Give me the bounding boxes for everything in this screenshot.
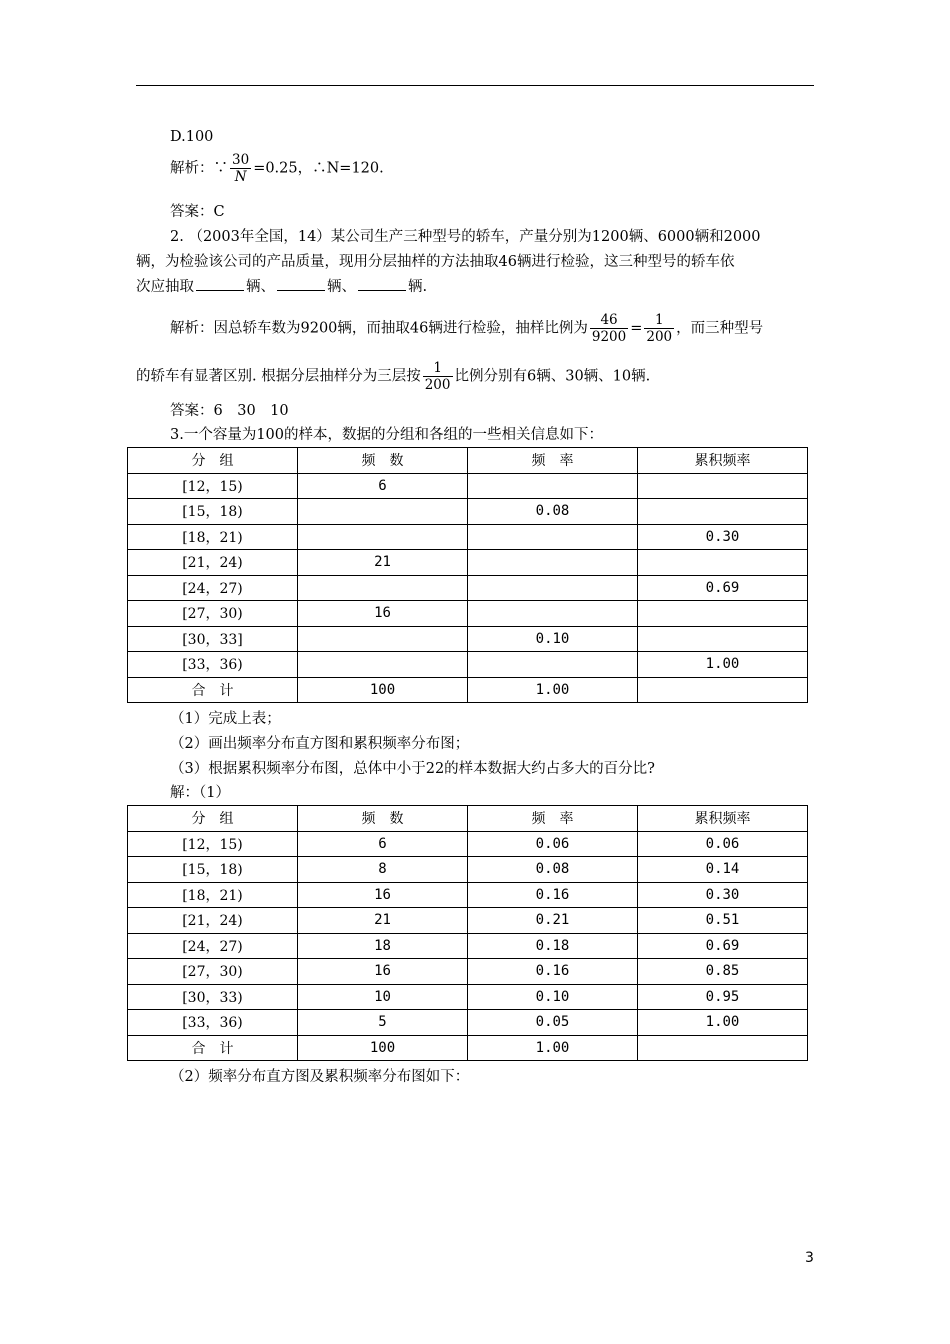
table-cell: 16 bbox=[298, 601, 468, 627]
table-cell: 21 bbox=[298, 550, 468, 576]
table-cell: 8 bbox=[298, 857, 468, 883]
table-cell bbox=[298, 575, 468, 601]
table-cell bbox=[638, 601, 808, 627]
column-header: 累积频率 bbox=[638, 448, 808, 474]
table-cell: 0.16 bbox=[468, 882, 638, 908]
table-cell: [24，27) bbox=[128, 933, 298, 959]
table-cell: [21，24) bbox=[128, 550, 298, 576]
table-cell bbox=[468, 652, 638, 678]
table-cell bbox=[468, 473, 638, 499]
table-row bbox=[128, 550, 808, 576]
table-cell: 0.95 bbox=[638, 984, 808, 1010]
table-row bbox=[128, 1035, 808, 1061]
table-cell: [27，30) bbox=[128, 959, 298, 985]
table-cell: 6 bbox=[298, 473, 468, 499]
question-2-line-1: 2. （2003年全国，14）某公司生产三种型号的轿车，产量分别为1200辆、6000辆和2000 bbox=[170, 229, 761, 245]
table-cell: [30，33) bbox=[128, 984, 298, 1010]
fraction-1-over-200: $\frac{1}{200}$ bbox=[424, 360, 451, 393]
table-cell: [30，33] bbox=[128, 626, 298, 652]
table-cell: 10 bbox=[298, 984, 468, 1010]
answer-table bbox=[127, 805, 808, 1061]
table-cell: 0.05 bbox=[468, 1010, 638, 1036]
answer-blank bbox=[358, 276, 406, 291]
question-3-part-1: （1）完成上表； bbox=[170, 711, 281, 727]
column-header: 频 数 bbox=[298, 448, 468, 474]
table-cell: [12，15) bbox=[128, 473, 298, 499]
table-cell: 1.00 bbox=[638, 652, 808, 678]
table-row bbox=[128, 882, 808, 908]
table-row bbox=[128, 601, 808, 627]
table-cell bbox=[298, 524, 468, 550]
table-cell bbox=[638, 473, 808, 499]
table-cell: [21，24) bbox=[128, 908, 298, 934]
table-row bbox=[128, 499, 808, 525]
table-cell bbox=[638, 677, 808, 703]
table-cell: 0.30 bbox=[638, 882, 808, 908]
option-d: D.100 bbox=[170, 129, 214, 145]
table-header-row bbox=[128, 448, 808, 474]
table-cell: 0.30 bbox=[638, 524, 808, 550]
table-cell: 0.69 bbox=[638, 575, 808, 601]
table-cell: 1.00 bbox=[468, 677, 638, 703]
table-cell bbox=[298, 499, 468, 525]
table-cell: 0.10 bbox=[468, 984, 638, 1010]
table-cell: 0.85 bbox=[638, 959, 808, 985]
column-header: 分 组 bbox=[128, 448, 298, 474]
table-row bbox=[128, 959, 808, 985]
table-cell: 21 bbox=[298, 908, 468, 934]
table-row bbox=[128, 626, 808, 652]
table-header-row bbox=[128, 806, 808, 832]
table-cell: 合 计 bbox=[128, 1035, 298, 1061]
fraction-30-over-n: $\frac{30}{N}$ bbox=[232, 152, 250, 185]
column-header: 频 数 bbox=[298, 806, 468, 832]
table-cell: 5 bbox=[298, 1010, 468, 1036]
table-cell: 0.08 bbox=[468, 857, 638, 883]
column-header: 频 率 bbox=[468, 448, 638, 474]
table-cell: [12，15) bbox=[128, 831, 298, 857]
table-row bbox=[128, 473, 808, 499]
table-cell: [15，18) bbox=[128, 857, 298, 883]
table-cell bbox=[468, 550, 638, 576]
answer-blank bbox=[277, 276, 325, 291]
table-cell: 合 计 bbox=[128, 677, 298, 703]
table-row bbox=[128, 575, 808, 601]
table-cell: 0.06 bbox=[468, 831, 638, 857]
table-row bbox=[128, 677, 808, 703]
table-cell: 0.06 bbox=[638, 831, 808, 857]
answer-blank bbox=[196, 276, 244, 291]
question-2-line-2: 辆，为检验该公司的产品质量，现用分层抽样的方法抽取46辆进行检验，这三种型号的轿车依 bbox=[136, 254, 735, 270]
question-table bbox=[127, 447, 808, 703]
column-header: 频 率 bbox=[468, 806, 638, 832]
table-cell: 18 bbox=[298, 933, 468, 959]
table-cell: 1.00 bbox=[468, 1035, 638, 1061]
question-2-line-3: 次应抽取 辆、 辆、 辆. bbox=[136, 276, 427, 297]
table-cell bbox=[638, 550, 808, 576]
table-cell: [15，18) bbox=[128, 499, 298, 525]
table-cell: [33，36) bbox=[128, 652, 298, 678]
table-cell bbox=[638, 626, 808, 652]
table-cell: 0.16 bbox=[468, 959, 638, 985]
table-cell: 100 bbox=[298, 677, 468, 703]
table-cell bbox=[468, 601, 638, 627]
table-cell: 100 bbox=[298, 1035, 468, 1061]
solution-3-part-2: （2）频率分布直方图及累积频率分布图如下： bbox=[170, 1069, 470, 1085]
solution-1: 解析：∵ $\frac{30}{N}$ =0.25，∴N=120. bbox=[170, 152, 384, 185]
table-row bbox=[128, 831, 808, 857]
solution-2-line-1: 解析：因总轿车数为9200辆，而抽取46辆进行检验，抽样比例为 $\frac{46}{9200}$ = $\frac{1}{200}$ ，而三种型号 bbox=[170, 312, 764, 345]
table-cell: 0.69 bbox=[638, 933, 808, 959]
table-cell: 1.00 bbox=[638, 1010, 808, 1036]
page-number: 3 bbox=[805, 1250, 814, 1266]
table-row bbox=[128, 984, 808, 1010]
table-row bbox=[128, 652, 808, 678]
table-row bbox=[128, 857, 808, 883]
answer-table-body bbox=[128, 806, 808, 1061]
table-row bbox=[128, 1010, 808, 1036]
table-cell bbox=[298, 626, 468, 652]
table-cell bbox=[468, 575, 638, 601]
question-3-part-3: （3）根据累积频率分布图，总体中小于22的样本数据大约占多大的百分比? bbox=[170, 761, 655, 777]
table-cell: 6 bbox=[298, 831, 468, 857]
table-row bbox=[128, 933, 808, 959]
answer-2: 答案：6 30 10 bbox=[170, 403, 289, 419]
table-cell bbox=[638, 499, 808, 525]
table-cell bbox=[638, 1035, 808, 1061]
table-cell: 0.08 bbox=[468, 499, 638, 525]
fraction-1-over-200: $\frac{1}{200}$ bbox=[646, 312, 673, 345]
table-cell: [18，21) bbox=[128, 524, 298, 550]
table-cell: 0.10 bbox=[468, 626, 638, 652]
question-3-part-2: （2）画出频率分布直方图和累积频率分布图； bbox=[170, 736, 470, 752]
question-table-body bbox=[128, 448, 808, 703]
table-cell: 16 bbox=[298, 959, 468, 985]
table-cell: [33，36) bbox=[128, 1010, 298, 1036]
solution-3: 解：（1） bbox=[170, 785, 230, 801]
table-cell: [24，27) bbox=[128, 575, 298, 601]
answer-1: 答案：C bbox=[170, 204, 225, 220]
fraction-46-over-9200: $\frac{46}{9200}$ bbox=[591, 312, 627, 345]
table-row bbox=[128, 908, 808, 934]
table-cell: [27，30) bbox=[128, 601, 298, 627]
table-cell: [18，21) bbox=[128, 882, 298, 908]
solution-2-line-2: 的轿车有显著区别. 根据分层抽样分为三层按 $\frac{1}{200}$ 比例分别有6辆、30辆、10辆. bbox=[136, 360, 651, 393]
column-header: 分 组 bbox=[128, 806, 298, 832]
question-3: 3.一个容量为100的样本，数据的分组和各组的一些相关信息如下： bbox=[170, 427, 604, 443]
table-cell: 16 bbox=[298, 882, 468, 908]
table-cell: 0.51 bbox=[638, 908, 808, 934]
table-cell bbox=[298, 652, 468, 678]
table-row bbox=[128, 524, 808, 550]
table-cell bbox=[468, 524, 638, 550]
header-rule bbox=[136, 85, 814, 86]
column-header: 累积频率 bbox=[638, 806, 808, 832]
table-cell: 0.18 bbox=[468, 933, 638, 959]
table-cell: 0.21 bbox=[468, 908, 638, 934]
table-cell: 0.14 bbox=[638, 857, 808, 883]
